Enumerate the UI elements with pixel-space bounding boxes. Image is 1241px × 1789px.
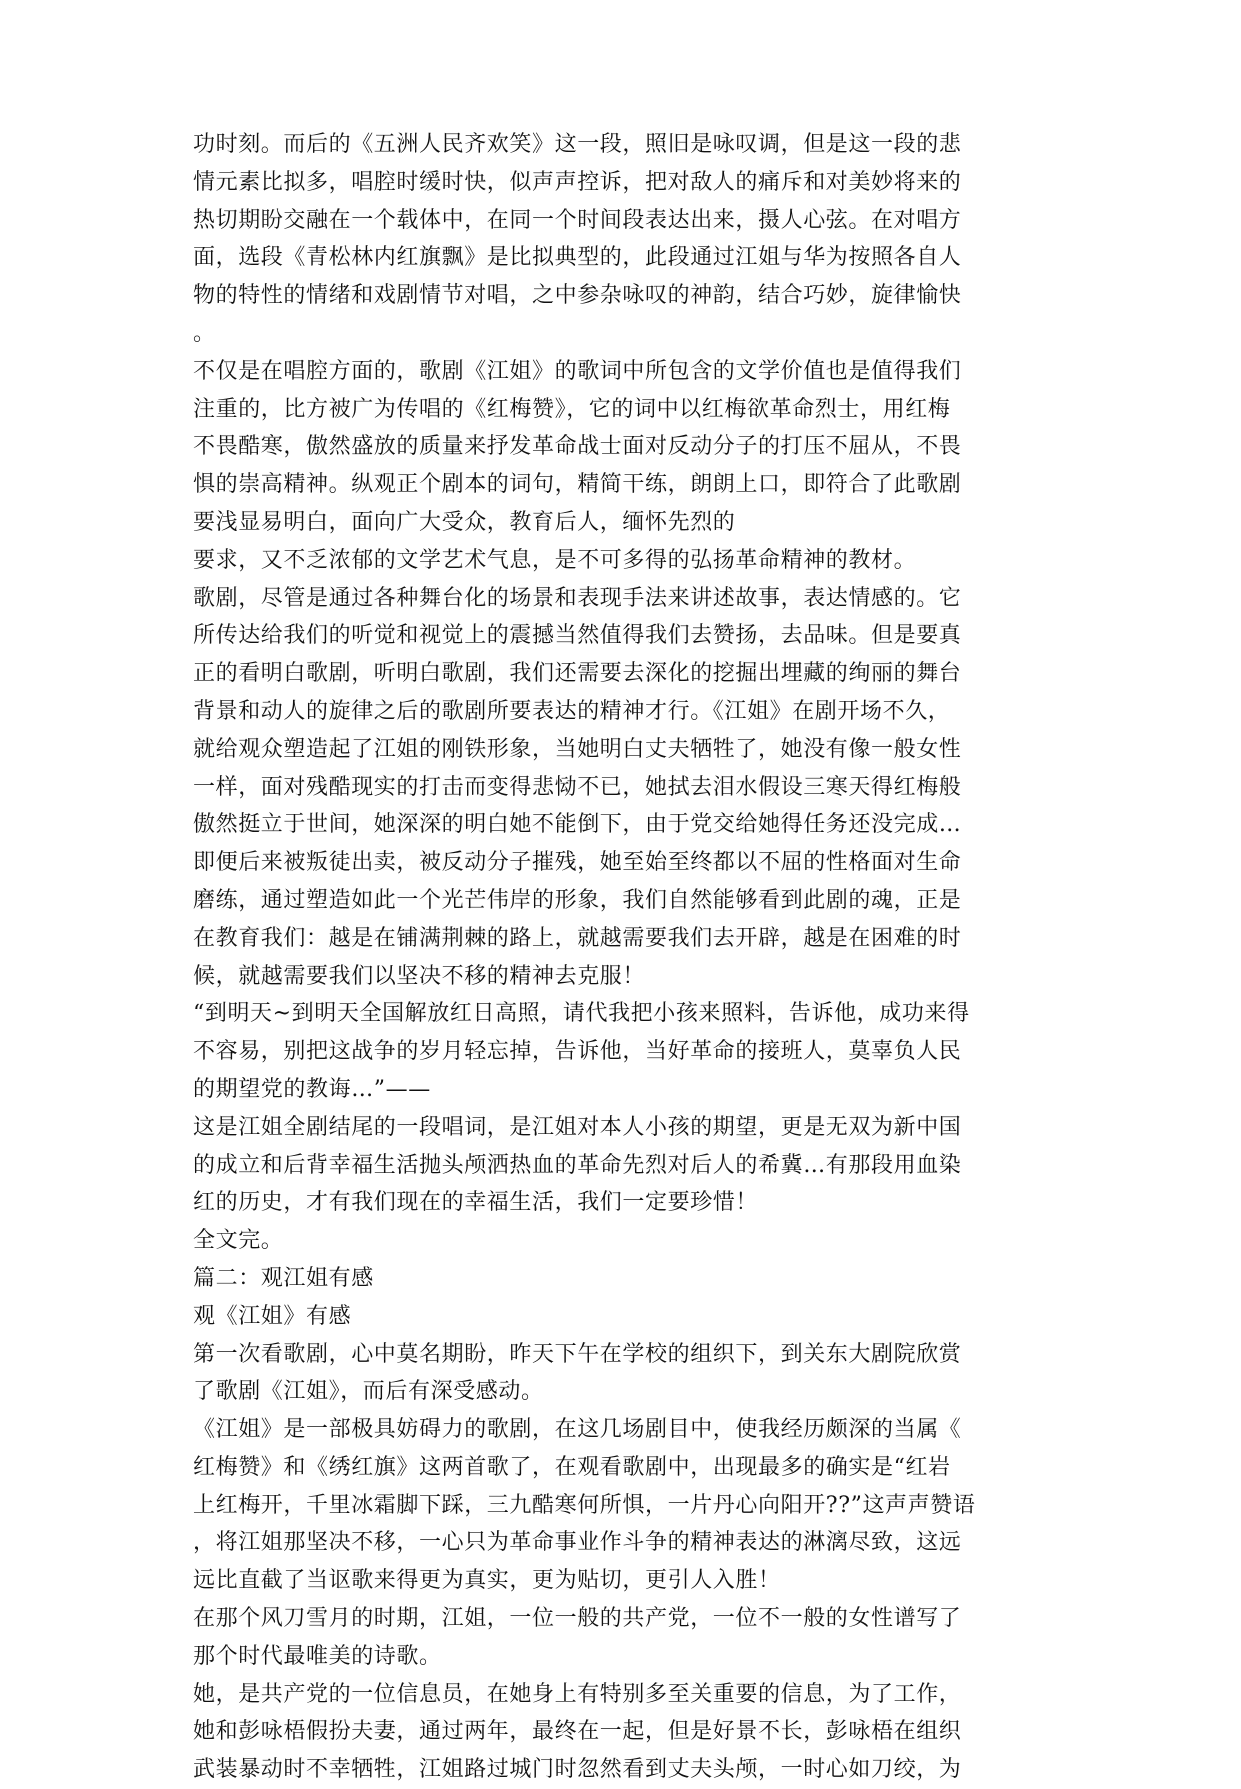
text-line: 候，就越需要我们以坚决不移的精神去克服！ xyxy=(193,963,646,989)
text-line: 惧的崇高精神。纵观正个剧本的词句，精简干练，朗朗上口，即符合了此歌剧 xyxy=(193,472,962,498)
text-line: 在教育我们：越是在铺满荆棘的路上，就越需要我们去开辟，越是在困难的时 xyxy=(193,925,962,951)
text-line: 不容易，别把这战争的岁月轻忘掉，告诉他，当好革命的接班人，莫辜负人民 xyxy=(193,1039,962,1065)
text-line: 红的历史，才有我们现在的幸福生活，我们一定要珍惜！ xyxy=(193,1190,759,1216)
text-line: 正的看明白歌剧，听明白歌剧，我们还需要去深化的挖掘出埋藏的绚丽的舞台 xyxy=(193,661,962,687)
text-line: 面，选段《青松林内红旗飘》是比拟典型的，此段通过江姐与华为按照各自人 xyxy=(193,245,962,271)
text-line: 要求，又不乏浓郁的文学艺术气息，是不可多得的弘扬革命精神的教材。 xyxy=(193,547,917,573)
text-line: 热切期盼交融在一个载体中，在同一个时间段表达出来，摄人心弦。在对唱方 xyxy=(193,207,962,233)
text-line: 不畏酷寒，傲然盛放的质量来抒发革命战士面对反动分子的打压不屈从，不畏 xyxy=(193,434,962,460)
text-line: 全文完。 xyxy=(193,1228,284,1254)
document-body xyxy=(193,126,1053,1789)
text-line: 了歌剧《江姐》，而后有深受感动。 xyxy=(193,1379,544,1405)
text-line: “到明天~到明天全国解放红日高照，请代我把小孩来照料，告诉他，成功来得 xyxy=(193,1001,970,1027)
text-line: 远比直截了当讴歌来得更为真实，更为贴切，更引人入胜！ xyxy=(193,1568,781,1594)
text-line: 所传达给我们的听觉和视觉上的震撼当然值得我们去赞扬，去品味。但是要真 xyxy=(193,623,962,649)
text-line: 物的特性的情绪和戏剧情节对唱，之中参杂咏叹的神韵，结合巧妙，旋律愉快 xyxy=(193,283,962,309)
text-line: 即便后来被叛徒出卖，被反动分子摧残，她至始至终都以不屈的性格面对生命 xyxy=(193,850,962,876)
text-line: 功时刻。而后的《五洲人民齐欢笑》这一段，照旧是咏叹调，但是这一段的悲 xyxy=(193,132,962,157)
text-line: 傲然挺立于世间，她深深的明白她不能倒下，由于党交给她得任务还没完成… xyxy=(193,812,962,838)
text-line: 就给观众塑造起了江姐的刚铁形象，当她明白丈夫牺牲了，她没有像一般女性 xyxy=(193,736,962,762)
text-line: 这是江姐全剧结尾的一段唱词，是江姐对本人小孩的期望，更是无双为新中国 xyxy=(193,1114,962,1140)
text-line: 一样，面对残酷现实的打击而变得悲恸不已，她拭去泪水假设三寒天得红梅般 xyxy=(193,774,962,800)
text-line: 注重的，比方被广为传唱的《红梅赞》，它的词中以红梅欲革命烈士，用红梅 xyxy=(193,396,951,422)
text-line: 要浅显易明白，面向广大受众，教育后人，缅怀先烈的 xyxy=(193,509,736,535)
text-line: 观《江姐》有感 xyxy=(193,1303,352,1329)
text-line: 情元素比拟多，唱腔时缓时快，似声声控诉，把对敌人的痛斥和对美妙将来的 xyxy=(193,169,962,195)
text-line: 她，是共产党的一位信息员，在她身上有特别多至关重要的信息，为了工作， xyxy=(193,1681,962,1707)
text-line: 上红梅开，千里冰霜脚下踩，三九酷寒何所惧，一片丹心向阳开??”这声声赞语 xyxy=(193,1492,976,1518)
text-line: 那个时代最唯美的诗歌。 xyxy=(193,1643,442,1669)
text-line: 磨练，通过塑造如此一个光芒伟岸的形象，我们自然能够看到此剧的魂，正是 xyxy=(193,887,962,913)
text-line: 她和彭咏梧假扮夫妻，通过两年，最终在一起，但是好景不长，彭咏梧在组织 xyxy=(193,1719,962,1745)
text-line: 的期望党的教诲…”—— xyxy=(193,1076,431,1102)
text-line: 第一次看歌剧，心中莫名期盼，昨天下午在学校的组织下，到关东大剧院欣赏 xyxy=(193,1341,962,1367)
text-line: 歌剧，尽管是通过各种舞台化的场景和表现手法来讲述故事，表达情感的。它 xyxy=(193,585,962,611)
text-line: 篇二：观江姐有感 xyxy=(193,1265,374,1291)
text-line: 在那个风刀雪月的时期，江姐，一位一般的共产党，一位不一般的女性谱写了 xyxy=(193,1606,962,1632)
text-line: ，将江姐那坚决不移，一心只为革命事业作斗争的精神表达的淋漓尽致，这远 xyxy=(193,1530,962,1556)
text-line: 武装暴动时不幸牺牲，江姐路过城门时忽然看到丈夫头颅，一时心如刀绞，为 xyxy=(193,1757,962,1783)
text-line: 背景和动人的旋律之后的歌剧所要表达的精神才行。《江姐》在剧开场不久， xyxy=(193,698,951,724)
text-line: 。 xyxy=(193,320,216,346)
text-line: 《江姐》是一部极具妨碍力的歌剧，在这几场剧目中，使我经历颇深的当属《 xyxy=(193,1417,962,1443)
text-line: 不仅是在唱腔方面的，歌剧《江姐》的歌词中所包含的文学价值也是值得我们 xyxy=(193,358,962,384)
text-line: 的成立和后背幸福生活抛头颅洒热血的革命先烈对后人的希冀…有那段用血染 xyxy=(193,1152,962,1178)
text-line: 红梅赞》和《绣红旗》这两首歌了，在观看歌剧中，出现最多的确实是“红岩 xyxy=(193,1454,951,1480)
